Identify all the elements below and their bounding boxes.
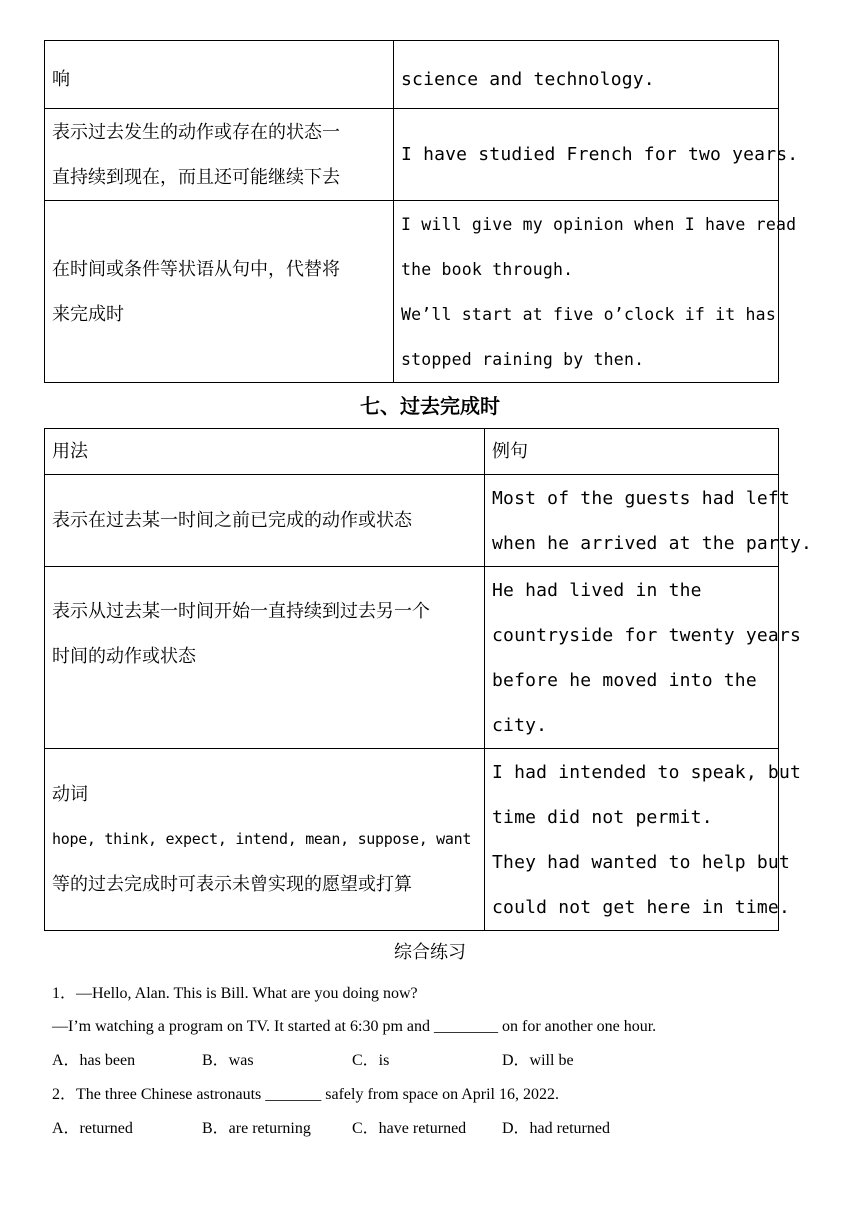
question-1-line-1: 1．—Hello, Alan. This is Bill. What are you doing now? — [52, 985, 418, 1002]
example-line: He had lived in the — [492, 579, 702, 601]
section-heading: 七、过去完成时 — [360, 394, 500, 418]
example-line: I have studied French for two years. — [401, 144, 799, 165]
option-d: D．will be — [502, 1052, 574, 1069]
table-row — [45, 749, 779, 931]
usage-cell — [45, 41, 394, 109]
example-line: countryside for twenty years — [492, 624, 802, 646]
option-c: C．have returned — [352, 1120, 467, 1137]
option-c: C．is — [352, 1052, 390, 1069]
usage-cell — [45, 109, 394, 201]
example-line: before he moved into the — [492, 669, 757, 691]
usage-line: 动词 — [52, 784, 88, 805]
example-cell — [394, 201, 797, 383]
usage-line: 在时间或条件等状语从句中，代替将 — [52, 258, 340, 280]
example-line: science and technology. — [401, 69, 655, 90]
usage-line: 表示在过去某一时间之前已完成的动作或状态 — [52, 510, 412, 531]
usage-line: hope, think, expect, intend, mean, suppose, want — [52, 830, 472, 848]
option-d: D．had returned — [502, 1120, 610, 1137]
usage-cell — [45, 749, 485, 931]
usage-cell — [45, 567, 485, 749]
example-line: the book through. — [401, 259, 574, 279]
table-row — [45, 41, 779, 109]
option-a: A．returned — [52, 1120, 133, 1137]
header-usage: 用法 — [45, 429, 485, 475]
present-perfect-table — [44, 40, 799, 383]
usage-line: 时间的动作或状态 — [52, 646, 196, 667]
example-line: city. — [492, 714, 548, 736]
practice-title: 综合练习 — [394, 942, 466, 963]
table-row — [45, 201, 779, 383]
usage-line: 等的过去完成时可表示未曾实现的愿望或打算 — [52, 874, 412, 895]
table-row — [45, 567, 779, 749]
example-line: We’ll start at five o’clock if it has — [401, 304, 776, 324]
question-1-line-2: —I’m watching a program on TV. It started at 6:30 pm and ________ on for another one hour. — [52, 1018, 657, 1035]
example-cell — [485, 749, 802, 931]
example-line: Most of the guests had left — [492, 487, 790, 509]
example-cell — [485, 475, 813, 567]
usage-cell — [45, 475, 485, 567]
example-line: when he arrived at the party. — [492, 532, 813, 554]
example-line: I had intended to speak, but — [492, 761, 802, 783]
past-perfect-table — [44, 428, 813, 931]
question-2-line-1: 2．The three Chinese astronauts _______ safely from space on April 16, 2022. — [52, 1086, 560, 1103]
example-cell — [394, 109, 799, 201]
table-row — [45, 475, 779, 567]
example-line: could not get here in time. — [492, 896, 790, 918]
table-row — [45, 109, 779, 201]
example-cell — [394, 41, 779, 109]
usage-line: 直持续到现在，而且还可能继续下去 — [52, 166, 340, 188]
usage-line: 表示过去发生的动作或存在的状态一 — [52, 121, 340, 143]
usage-line: 响 — [52, 69, 70, 90]
example-line: stopped raining by then. — [401, 349, 645, 369]
example-line: I will give my opinion when I have read — [401, 214, 797, 234]
table-header-row — [45, 429, 779, 475]
usage-line: 来完成时 — [52, 303, 124, 325]
example-line: They had wanted to help but — [492, 851, 790, 873]
usage-cell — [45, 201, 394, 383]
example-line: time did not permit. — [492, 806, 713, 828]
example-cell — [485, 567, 802, 749]
usage-line: 表示从过去某一时间开始一直持续到过去另一个 — [52, 601, 430, 622]
option-b: B．are returning — [202, 1120, 311, 1137]
option-b: B．was — [202, 1052, 254, 1069]
option-a: A．has been — [52, 1052, 136, 1069]
header-example: 例句 — [485, 429, 779, 475]
